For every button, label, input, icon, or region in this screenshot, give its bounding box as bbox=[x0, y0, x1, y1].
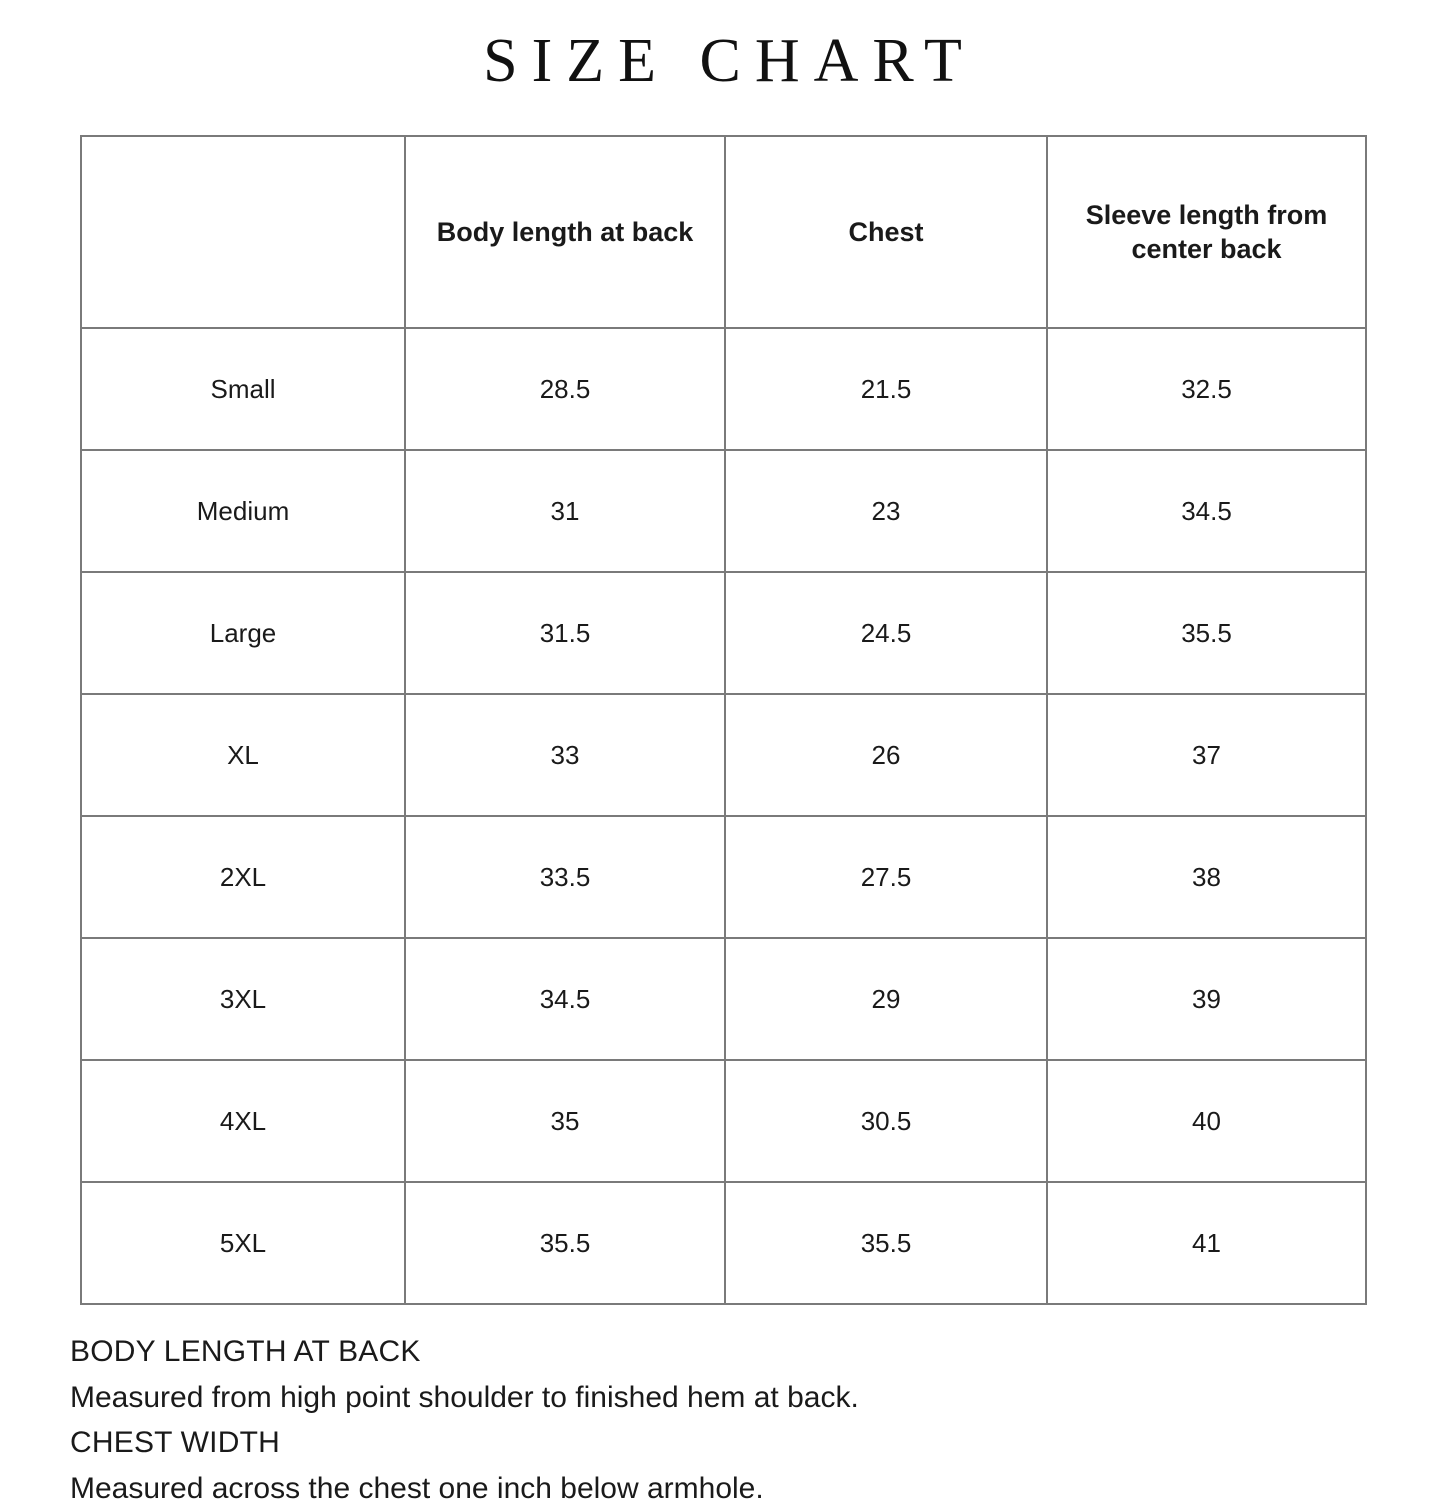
page-title: SIZE CHART bbox=[483, 27, 976, 95]
table-row bbox=[81, 328, 1366, 450]
column-header-chest: Chest bbox=[725, 136, 1047, 328]
cell-sleeve-length: 41 bbox=[1047, 1182, 1366, 1304]
cell-body-length: 35 bbox=[405, 1060, 725, 1182]
cell-sleeve-length: 38 bbox=[1047, 816, 1366, 938]
column-header-size bbox=[81, 136, 405, 328]
cell-sleeve-length: 35.5 bbox=[1047, 572, 1366, 694]
column-header-sleeve-length: Sleeve length from center back bbox=[1047, 136, 1366, 328]
table-header-row bbox=[81, 136, 1366, 328]
cell-chest: 24.5 bbox=[725, 572, 1047, 694]
note-text-body-length: Measured from high point shoulder to finished hem at back. bbox=[70, 1380, 859, 1414]
cell-body-length: 31 bbox=[405, 450, 725, 572]
size-chart-table-wrap bbox=[80, 135, 1365, 1305]
cell-body-length: 28.5 bbox=[405, 328, 725, 450]
cell-sleeve-length: 34.5 bbox=[1047, 450, 1366, 572]
cell-chest: 21.5 bbox=[725, 328, 1047, 450]
cell-size: Small bbox=[81, 328, 405, 450]
cell-size: 3XL bbox=[81, 938, 405, 1060]
cell-size: 2XL bbox=[81, 816, 405, 938]
table-row bbox=[81, 1182, 1366, 1304]
cell-size: XL bbox=[81, 694, 405, 816]
cell-body-length: 33 bbox=[405, 694, 725, 816]
cell-body-length: 31.5 bbox=[405, 572, 725, 694]
cell-chest: 26 bbox=[725, 694, 1047, 816]
note-heading-body-length: BODY LENGTH AT BACK bbox=[70, 1335, 421, 1369]
table-header bbox=[81, 136, 1366, 328]
table-row bbox=[81, 816, 1366, 938]
note-text-chest-width: Measured across the chest one inch below armhole. bbox=[70, 1472, 764, 1506]
table-body bbox=[81, 328, 1366, 1304]
measurement-notes bbox=[70, 1329, 1445, 1511]
cell-chest: 30.5 bbox=[725, 1060, 1047, 1182]
cell-sleeve-length: 37 bbox=[1047, 694, 1366, 816]
cell-chest: 35.5 bbox=[725, 1182, 1047, 1304]
cell-sleeve-length: 39 bbox=[1047, 938, 1366, 1060]
cell-size: Medium bbox=[81, 450, 405, 572]
table-row bbox=[81, 572, 1366, 694]
cell-body-length: 34.5 bbox=[405, 938, 725, 1060]
cell-body-length: 33.5 bbox=[405, 816, 725, 938]
cell-chest: 27.5 bbox=[725, 816, 1047, 938]
size-chart-table bbox=[80, 135, 1367, 1305]
table-row bbox=[81, 938, 1366, 1060]
column-header-body-length: Body length at back bbox=[405, 136, 725, 328]
cell-sleeve-length: 32.5 bbox=[1047, 328, 1366, 450]
note-heading-chest-width: CHEST WIDTH bbox=[70, 1426, 280, 1460]
cell-size: 5XL bbox=[81, 1182, 405, 1304]
cell-chest: 29 bbox=[725, 938, 1047, 1060]
table-row bbox=[81, 450, 1366, 572]
table-row bbox=[81, 694, 1366, 816]
cell-size: 4XL bbox=[81, 1060, 405, 1182]
cell-chest: 23 bbox=[725, 450, 1047, 572]
cell-body-length: 35.5 bbox=[405, 1182, 725, 1304]
table-row bbox=[81, 1060, 1366, 1182]
cell-size: Large bbox=[81, 572, 405, 694]
cell-sleeve-length: 40 bbox=[1047, 1060, 1366, 1182]
